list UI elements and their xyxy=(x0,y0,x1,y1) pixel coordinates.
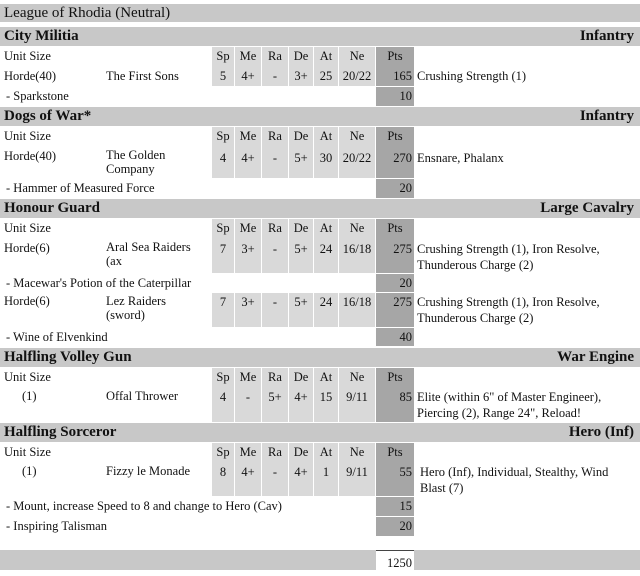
stat-sp: 8 xyxy=(212,462,234,496)
stat-de: 3+ xyxy=(289,66,313,86)
stat-sp: 5 xyxy=(212,66,234,86)
col-ne: Ne xyxy=(339,443,375,462)
upgrade-points: 40 xyxy=(376,328,414,346)
col-unit-size: Unit Size xyxy=(4,49,51,63)
unit-type: Infantry xyxy=(579,108,634,124)
unit-header-dogs-of-war xyxy=(0,107,640,126)
col-ra: Ra xyxy=(262,127,288,146)
stat-at: 1 xyxy=(314,462,338,496)
upgrade-row xyxy=(0,517,640,536)
unit-points: 85 xyxy=(376,387,414,422)
unit-points: 165 xyxy=(376,66,414,86)
unit-name: Halfling Sorceror xyxy=(4,424,117,440)
stat-ra: - xyxy=(262,146,288,178)
col-ne: Ne xyxy=(339,219,375,238)
unit-row xyxy=(0,293,640,327)
col-sp: Sp xyxy=(212,47,234,66)
unit-type: Infantry xyxy=(579,28,634,44)
stat-de: 5+ xyxy=(289,293,313,327)
unit-name: Halfling Volley Gun xyxy=(4,349,132,365)
stat-at: 24 xyxy=(314,238,338,273)
upgrade-row xyxy=(0,274,640,292)
col-pts: Pts xyxy=(376,127,414,146)
stat-me: - xyxy=(235,387,261,422)
upgrade-points: 10 xyxy=(376,87,414,106)
unit-label: Fizzy le Monade xyxy=(106,464,191,478)
col-de: De xyxy=(289,443,313,462)
column-header-row xyxy=(0,368,640,387)
stat-ne: 9/11 xyxy=(339,462,375,496)
unit-label: Lez Raiders (sword) xyxy=(106,294,167,322)
col-de: De xyxy=(289,127,313,146)
stat-me: 4+ xyxy=(235,462,261,496)
upgrade-points: 20 xyxy=(376,517,414,536)
special-rules: Crushing Strength (1) xyxy=(417,69,527,83)
stat-de: 4+ xyxy=(289,462,313,496)
col-pts: Pts xyxy=(376,219,414,238)
col-pts: Pts xyxy=(376,368,414,387)
column-header-row xyxy=(0,443,640,462)
unit-size: (1) xyxy=(22,389,37,403)
upgrade-points: 15 xyxy=(376,497,414,516)
stat-at: 25 xyxy=(314,66,338,86)
col-at: At xyxy=(314,219,338,238)
col-me: Me xyxy=(235,219,261,238)
stat-ne: 16/18 xyxy=(339,293,375,327)
stat-ra: - xyxy=(262,462,288,496)
col-sp: Sp xyxy=(212,219,234,238)
col-unit-size: Unit Size xyxy=(4,445,51,459)
stat-sp: 4 xyxy=(212,387,234,422)
col-sp: Sp xyxy=(212,368,234,387)
col-ne: Ne xyxy=(339,127,375,146)
upgrade-row xyxy=(0,497,640,516)
stat-ra: - xyxy=(262,66,288,86)
col-me: Me xyxy=(235,443,261,462)
unit-label: The First Sons xyxy=(106,69,179,83)
upgrade-points: 20 xyxy=(376,274,414,292)
col-sp: Sp xyxy=(212,127,234,146)
col-de: De xyxy=(289,47,313,66)
col-de: De xyxy=(289,219,313,238)
column-header-row xyxy=(0,127,640,146)
upgrade-label: - Hammer of Measured Force xyxy=(6,181,155,195)
col-ne: Ne xyxy=(339,368,375,387)
unit-label: Aral Sea Raiders (ax xyxy=(106,240,191,268)
unit-size: (1) xyxy=(22,464,37,478)
special-rules: Hero (Inf), Individual, Stealthy, Wind Blast (7) xyxy=(420,465,609,495)
list-title: League of Rhodia (Neutral) xyxy=(4,5,171,21)
stat-de: 5+ xyxy=(289,238,313,273)
col-me: Me xyxy=(235,368,261,387)
unit-header-halfling-sorceror xyxy=(0,423,640,442)
unit-row xyxy=(0,146,640,178)
unit-name: City Militia xyxy=(4,28,79,44)
unit-header-city-militia xyxy=(0,27,640,46)
col-unit-size: Unit Size xyxy=(4,129,51,143)
col-ne: Ne xyxy=(339,47,375,66)
total-points: 1250 xyxy=(376,550,414,571)
col-at: At xyxy=(314,47,338,66)
stat-at: 24 xyxy=(314,293,338,327)
col-ra: Ra xyxy=(262,47,288,66)
stat-ne: 20/22 xyxy=(339,146,375,178)
unit-type: Hero (Inf) xyxy=(568,424,634,440)
col-at: At xyxy=(314,127,338,146)
upgrade-label: - Sparkstone xyxy=(6,89,69,103)
stat-at: 15 xyxy=(314,387,338,422)
upgrade-row xyxy=(0,87,640,106)
stat-sp: 7 xyxy=(212,238,234,273)
col-pts: Pts xyxy=(376,47,414,66)
special-rules: Ensnare, Phalanx xyxy=(417,151,504,165)
stat-me: 4+ xyxy=(235,146,261,178)
unit-row xyxy=(0,387,640,422)
unit-type: Large Cavalry xyxy=(540,200,634,216)
upgrade-label: - Wine of Elvenkind xyxy=(6,330,108,344)
col-unit-size: Unit Size xyxy=(4,370,51,384)
col-sp: Sp xyxy=(212,443,234,462)
total-bar xyxy=(0,550,640,570)
stat-at: 30 xyxy=(314,146,338,178)
unit-size: Horde(6) xyxy=(4,294,50,308)
unit-size: Horde(6) xyxy=(4,241,50,255)
stat-me: 4+ xyxy=(235,66,261,86)
unit-size: Horde(40) xyxy=(4,149,57,163)
unit-points: 270 xyxy=(376,146,414,178)
stat-de: 4+ xyxy=(289,387,313,422)
stat-ne: 16/18 xyxy=(339,238,375,273)
stat-de: 5+ xyxy=(289,146,313,178)
col-ra: Ra xyxy=(262,368,288,387)
unit-header-honour-guard xyxy=(0,199,640,218)
unit-label: The Golden Company xyxy=(106,148,166,176)
col-de: De xyxy=(289,368,313,387)
upgrade-row xyxy=(0,328,640,346)
list-title-bar xyxy=(0,4,640,22)
unit-type: War Engine xyxy=(557,349,634,365)
stat-me: 3+ xyxy=(235,238,261,273)
upgrade-points: 20 xyxy=(376,179,414,198)
unit-label: Offal Thrower xyxy=(106,389,179,403)
unit-name: Honour Guard xyxy=(4,200,100,216)
stat-ne: 9/11 xyxy=(339,387,375,422)
col-ra: Ra xyxy=(262,443,288,462)
col-at: At xyxy=(314,443,338,462)
col-me: Me xyxy=(235,47,261,66)
stat-ne: 20/22 xyxy=(339,66,375,86)
col-at: At xyxy=(314,368,338,387)
unit-row xyxy=(0,66,640,86)
stat-sp: 4 xyxy=(212,146,234,178)
upgrade-row xyxy=(0,179,640,198)
unit-header-halfling-volley-gun xyxy=(0,348,640,367)
upgrade-label: - Inspiring Talisman xyxy=(6,519,107,533)
column-header-row xyxy=(0,47,640,66)
stat-sp: 7 xyxy=(212,293,234,327)
col-unit-size: Unit Size xyxy=(4,221,51,235)
special-rules: Crushing Strength (1), Iron Resolve, Thunderous Charge (2) xyxy=(417,295,600,325)
unit-name: Dogs of War* xyxy=(4,108,92,124)
col-pts: Pts xyxy=(376,443,414,462)
col-ra: Ra xyxy=(262,219,288,238)
unit-row xyxy=(0,462,640,496)
col-me: Me xyxy=(235,127,261,146)
special-rules: Elite (within 6" of Master Engineer), Piercing (2), Range 24", Reload! xyxy=(417,390,602,420)
stat-ra: 5+ xyxy=(262,387,288,422)
unit-size: Horde(40) xyxy=(4,69,57,83)
unit-points: 275 xyxy=(376,238,414,273)
unit-row xyxy=(0,238,640,273)
special-rules: Crushing Strength (1), Iron Resolve, Thunderous Charge (2) xyxy=(417,242,600,272)
stat-me: 3+ xyxy=(235,293,261,327)
column-header-row xyxy=(0,219,640,238)
upgrade-label: - Mount, increase Speed to 8 and change to Hero (Cav) xyxy=(6,499,282,513)
unit-points: 275 xyxy=(376,293,414,327)
stat-ra: - xyxy=(262,293,288,327)
upgrade-label: - Macewar's Potion of the Caterpillar xyxy=(6,276,192,290)
unit-points: 55 xyxy=(376,462,414,496)
stat-ra: - xyxy=(262,238,288,273)
